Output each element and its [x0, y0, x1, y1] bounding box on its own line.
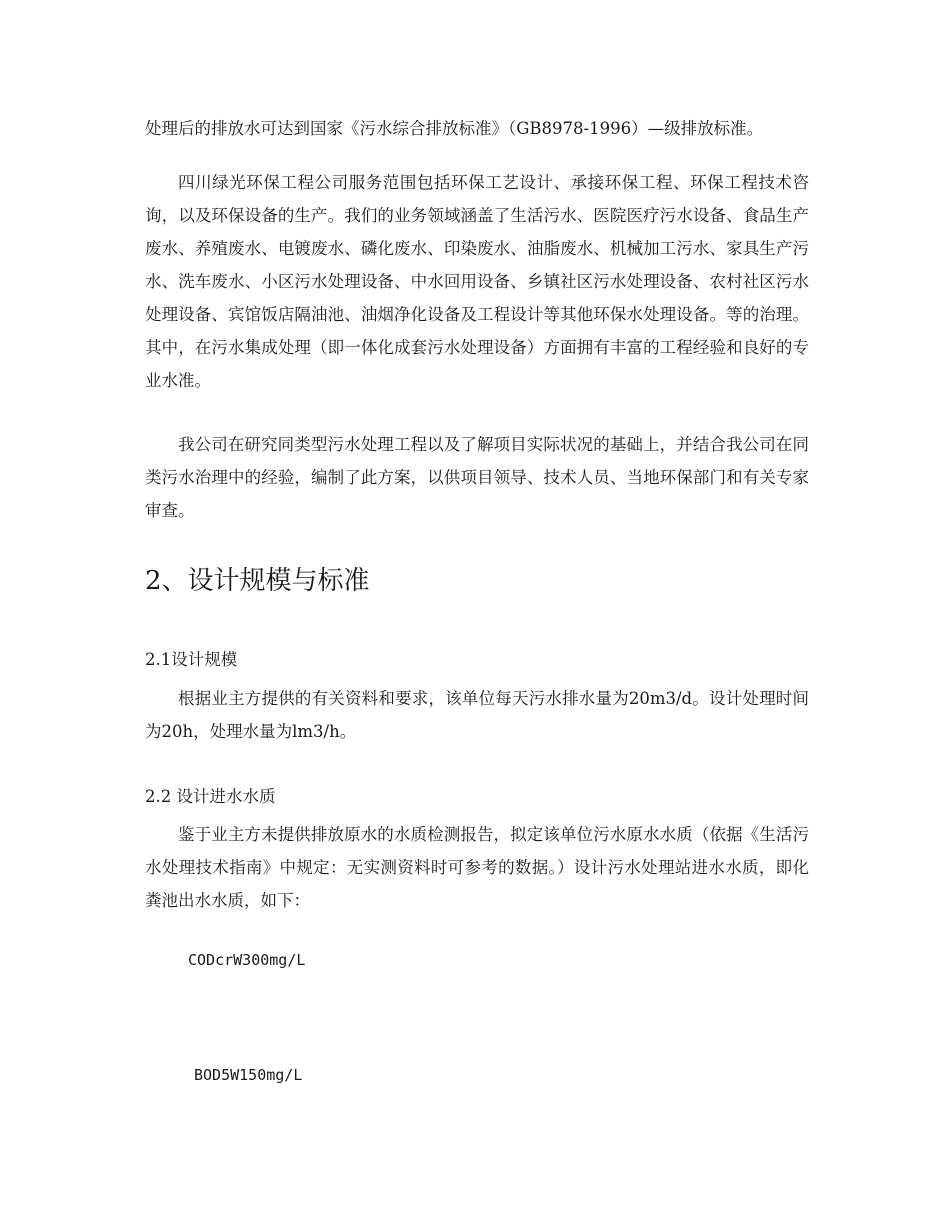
paragraph-plan-purpose: 我公司在研究同类型污水处理工程以及了解项目实际状况的基础上，并结合我公司在同类污水治理中的经验，编制了此方案，以供项目领导、技术人员、当地环保部门和有关专家审查。 [145, 435, 809, 520]
paragraph-company-services: 四川绿光环保工程公司服务范围包括环保工艺设计、承接环保工程、环保工程技术咨询，以及环保设备的生产。我们的业务领域涵盖了生活污水、医院医疗污水设备、食品生产废水、养殖废水、电镀废水、磷化废水、印染废水、油脂废水、机械加工污水、家具生产污水、洗车废水、小区污水处理设备、中水回用设备、乡镇社区污水处理设备、农村社区污水处理设备、宾馆饭店隔油池、油烟净化设备及工程设计等其他环保水处理设备。等的治理。其中，在污水集成处理（即一体化成套污水处理设备）方面拥有丰富的工程经验和良好的专业水准。 [145, 173, 809, 390]
paragraph-design-scale: 根据业主方提供的有关资料和要求，该单位每天污水排水量为20m3/d。设计处理时间为20h，处理水量为lm3/h。 [145, 689, 809, 741]
paragraph-discharge-standard: 处理后的排放水可达到国家《污水综合排放标准》（GB8978-1996）—级排放标准。 [145, 119, 764, 138]
subsection-2-1-heading: 2.1设计规模 [145, 650, 238, 669]
bod-value: BOD5W150mg/L [194, 1066, 303, 1084]
paragraph-influent-quality: 鉴于业主方未提供排放原水的水质检测报告，拟定该单位污水原水水质（依据《生活污水处理技术指南》中规定：无实测资料时可参考的数据。）设计污水处理站进水水质，即化粪池出水水质，如下： [145, 825, 809, 910]
section-2-heading: 2、设计规模与标准 [145, 566, 370, 596]
cod-value: COD​crW300mg/L [188, 951, 306, 969]
subsection-2-2-heading: 2.2 设计进水水质 [145, 787, 276, 806]
